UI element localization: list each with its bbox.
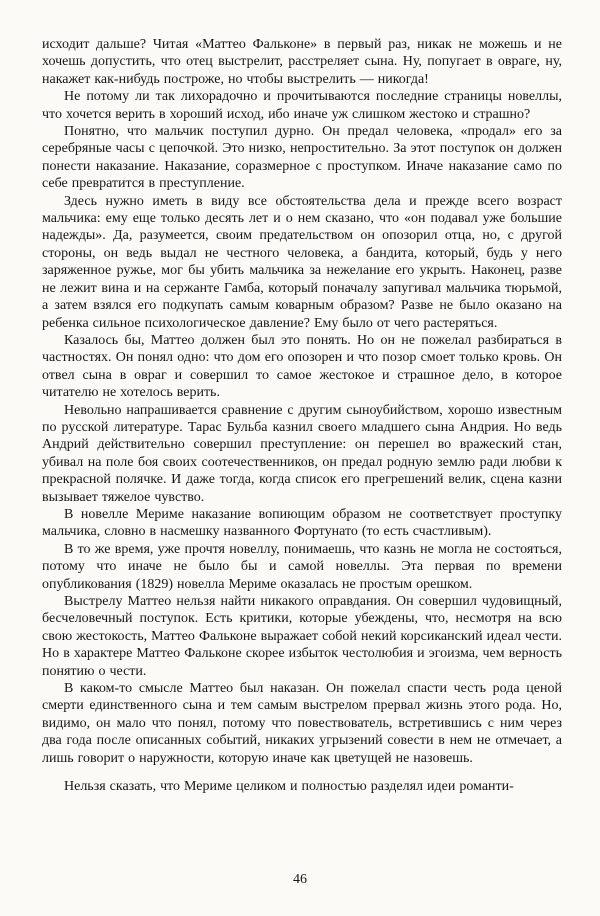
paragraph: Нельзя сказать, что Мериме целиком и полностью разделял идеи романти- (64, 779, 514, 795)
paragraph: Казалось бы, Маттео должен был это понять. Но он не пожелал разбираться в частностях. Он понял одно: что дом его опозорен и что позор смоет только кровь. Он отвел сына в овраг и совершил то самое жестокое и страшное дело, в которое читателю не хотелось верить. (42, 332, 562, 401)
paragraph: Понятно, что мальчик поступил дурно. Он предал человека, «продал» его за серебряные часы с цепочкой. Это низко, непростительно. За этот поступок он должен понести наказание. Наказание, соразмерное с проступком. Иначе наказание само по себе превратится в преступление. (42, 124, 562, 192)
paragraph: исходит дальше? Читая «Маттео Фальконе» в первый раз, никак не можешь и не хочешь допустить, что отец выстрелит, расстреляет сына. Ну, попугает в овраге, ну, накажет как-нибудь построже, но чтобы выстрелить — никогда! (42, 37, 562, 87)
paragraph: В то же время, уже прочтя новеллу, понимаешь, что казнь не могла не состояться, потому что иначе не было бы и самой новеллы. Эта первая по времени опубликования (1829) новелла Мериме оказалась не простым орешком. (42, 541, 562, 592)
paragraph: В каком-то смысле Маттео был наказан. Он пожелал спасти честь рода ценой смерти единственного сына и тем самым выстрелом прервал жизнь этого рода. Но, видимо, он мало что понял, потому что повествователь, встретившись с ним через два года после описанных событий, никаких угрызений совести в нем не отмечает, а лишь говорит о наружности, которую иначе как цветущей не назовешь. (42, 681, 562, 766)
paragraph: Здесь нужно иметь в виду все обстоятельства дела и прежде всего возраст мальчика: ему еще только десять лет и о нем сказано, что «он подавал уже большие надежды». Да, разумеется, своим предательством он опозорил отца, но, с другой стороны, он ведь выдал не честного человека, а бандита, который, будь у него заряженное ружье, мог бы убить мальчика за нежелание его укрыть. Наконец, разве не лежит вина и на сержанте Гамба, который поначалу запугивал мальчика тюрьмой, а затем взялся его подкупать самым коварным образом? Разве не было оказано на ребенка сильное психологическое давление? Ему было от чего растеряться. (42, 193, 562, 331)
paragraph: В новелле Мериме наказание вопиющим образом не соответствует проступку мальчика, словно в насмешку названного Фортунато (то есть счастливым). (42, 506, 562, 540)
paragraph: Невольно напрашивается сравнение с другим сыноубийством, хорошо известным по русской литературе. Тарас Бульба казнил своего младшего сына Андрия. Но ведь Андрий действительно совершил преступление: он перешел во вражеский стан, убивал на поле боя своих соотечественников, он предал родную землю ради любви к прекрасной полячке. И даже тогда, когда список его прегрешений велик, сцена казни вызывает тяжелое чувство. (42, 402, 562, 505)
paragraph: Не потому ли так лихорадочно и прочитываются последние страницы новеллы, что хочется верить в хороший исход, ибо иначе уж слишком жестоко и страшно? (42, 89, 562, 122)
page-number: 46 (293, 872, 307, 887)
text-block (42, 36, 562, 795)
paragraph: Выстрелу Маттео нельзя найти никакого оправдания. Он совершил чудовищный, бесчеловечный поступок. Есть критики, которые убеждены, что, несмотря на всю свою жестокость, Маттео Фальконе выражает собой некий корсиканский идеал чести. Но в характере Маттео Фальконе скорее избыток честолюбия и эгоизма, чем верность понятию о чести. (42, 594, 562, 679)
